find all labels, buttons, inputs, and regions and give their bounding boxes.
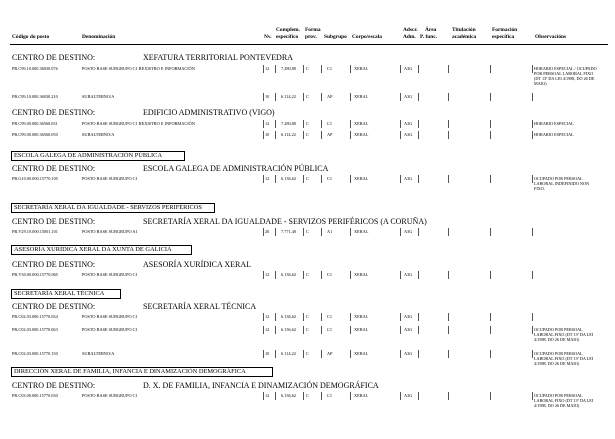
column-rule <box>321 93 322 101</box>
column-rule <box>350 392 351 400</box>
centre-name: SECRETARÍA XERAL TÉCNICA <box>143 302 257 311</box>
column-rule <box>418 120 419 128</box>
row-adm: A3G <box>404 314 413 319</box>
row-subgrupo: C1 <box>327 121 333 126</box>
row-code: PR.C02.03.000.15770.150 <box>12 351 58 356</box>
column-rule <box>400 228 401 236</box>
row-corpo: XERAL <box>354 94 369 99</box>
section-box-title: ASESORÍA XURÍDICA XERAL DA XUNTA DE GALICIA <box>11 245 192 255</box>
column-rule <box>263 313 264 321</box>
row-observacions: HORARIO ESPECIAL <box>534 132 574 137</box>
row-complemento: 6.114,22 <box>281 132 296 137</box>
row-nivel: 12 <box>265 66 270 71</box>
header-nivel: Nv. <box>264 34 272 40</box>
row-code: PR.G10.00.000.15770.105 <box>12 176 58 181</box>
column-rule <box>490 313 491 321</box>
centre-name: D. X. DE FAMILIA, INFANCIA E DINAMIZACIÓN DEMOGRÁFICA <box>143 381 379 390</box>
row-code: PR.V30.00.000.15770.065 <box>12 272 58 277</box>
row-code: PR.C99.00.000.36560.031 <box>12 121 58 126</box>
row-corpo: XERAL <box>354 314 369 319</box>
row-code: PR.C99.00.000.36560.050 <box>12 132 58 137</box>
row-name: POSTO BASE SUBGRUPO A1 <box>82 229 138 234</box>
centre-label: CENTRO DE DESTINO: <box>12 108 96 117</box>
row-corpo: XERAL <box>354 132 369 137</box>
row-adm: A3G <box>404 176 413 181</box>
header-denominacion: Denominación <box>82 34 116 40</box>
header-complemento-2: específico <box>276 34 299 40</box>
column-rule <box>532 65 533 73</box>
row-adm: A3G <box>404 272 413 277</box>
header-titulacion-2: académica <box>452 34 477 40</box>
row-name: SUBALTERNO/A <box>82 351 115 356</box>
column-rule <box>490 120 491 128</box>
row-adm: A3G <box>404 132 413 137</box>
row-name: POSTO BASE SUBGRUPO C1 REXISTRO E INFORMACIÓN <box>82 121 195 126</box>
row-complemento: 7.771,40 <box>281 229 297 234</box>
row-adm: A3G <box>404 393 413 398</box>
column-rule <box>418 228 419 236</box>
column-rule <box>275 326 276 334</box>
row-forma: C <box>306 351 309 356</box>
centre-name: XEFATURA TERRITORIAL PONTEVEDRA <box>143 53 293 62</box>
column-rule <box>263 65 264 73</box>
column-rule <box>418 313 419 321</box>
row-adm: A3G <box>404 229 413 234</box>
column-rule <box>532 326 533 334</box>
row-corpo: XERAL <box>354 229 369 234</box>
column-rule <box>275 350 276 358</box>
row-name: POSTO BASE SUBGRUPO C1 REXISTRO E INFORMACIÓN <box>82 66 195 71</box>
column-rule <box>418 350 419 358</box>
centre-label: CENTRO DE DESTINO: <box>12 53 96 62</box>
column-rule <box>350 131 351 139</box>
column-rule <box>350 175 351 183</box>
column-rule <box>448 120 449 128</box>
column-rule <box>263 392 264 400</box>
row-observacions: OCUPADO POR PERSOAL LABORAL INDEFINIDO NON FIXO. <box>534 176 589 191</box>
row-forma: C <box>306 121 309 126</box>
row-adm: A3G <box>404 327 413 332</box>
row-forma: C <box>306 229 309 234</box>
column-rule <box>532 350 533 358</box>
column-rule <box>448 93 449 101</box>
row-adm: A3G <box>404 121 413 126</box>
column-rule <box>303 65 304 73</box>
row-subgrupo: AP <box>327 351 333 356</box>
row-observacions: OCUPADO POR PERSOAL LABORAL FIXO (DT 13ª DA LEI 4/1988, DO 26 DE MAIO) <box>534 393 594 408</box>
column-rule <box>350 65 351 73</box>
row-corpo: XERAL <box>354 272 369 277</box>
row-subgrupo: AP <box>327 94 333 99</box>
row-corpo: XERAL <box>354 327 369 332</box>
column-rule <box>321 313 322 321</box>
row-adm: A3G <box>404 66 413 71</box>
column-rule <box>303 131 304 139</box>
column-rule <box>321 120 322 128</box>
centre-label: CENTRO DE DESTINO: <box>12 260 96 269</box>
column-rule <box>400 120 401 128</box>
column-rule <box>263 120 264 128</box>
column-rule <box>532 228 533 236</box>
row-subgrupo: C1 <box>327 327 333 332</box>
row-subgrupo: AP <box>327 132 333 137</box>
column-rule <box>448 228 449 236</box>
column-rule <box>490 131 491 139</box>
table-row <box>0 327 615 342</box>
row-forma: C <box>306 272 309 277</box>
row-code: PR.C02.03.000.15770.063 <box>12 327 58 332</box>
column-rule <box>400 313 401 321</box>
column-rule <box>275 131 276 139</box>
header-formacion-2: específica <box>492 34 515 40</box>
column-rule <box>350 228 351 236</box>
column-rule <box>532 313 533 321</box>
column-rule <box>303 120 304 128</box>
row-complemento: 6.136,62 <box>281 272 297 277</box>
row-complemento: 6.136,62 <box>281 176 297 181</box>
row-code: PR.C03.00.000.15770.030 <box>12 393 58 398</box>
column-rule <box>321 326 322 334</box>
column-rule <box>418 271 419 279</box>
row-subgrupo: A1 <box>327 229 333 234</box>
column-rule <box>321 65 322 73</box>
row-adm: A3G <box>404 94 413 99</box>
column-rule <box>303 228 304 236</box>
row-complemento: 6.136,62 <box>281 327 297 332</box>
row-code: PR.C99.10.000.36030.076 <box>12 66 58 71</box>
row-complemento: 6.114,22 <box>281 94 296 99</box>
row-name: POSTO BASE SUBGRUPO C1 <box>82 327 138 332</box>
column-rule <box>303 93 304 101</box>
row-adm: A3G <box>404 351 413 356</box>
column-rule <box>275 392 276 400</box>
header-area-2: P. func. <box>420 34 438 40</box>
header-complemento: Complem. <box>276 27 300 33</box>
row-code: PR.C02.03.000.15770.034 <box>12 314 58 319</box>
column-rule <box>303 392 304 400</box>
row-name: SUBALTERNO/A <box>82 132 115 137</box>
column-rule <box>400 175 401 183</box>
row-nivel: 10 <box>265 351 270 356</box>
column-rule <box>490 350 491 358</box>
header-subgrupo: Subgrupo <box>324 34 347 40</box>
column-rule <box>418 131 419 139</box>
column-rule <box>490 326 491 334</box>
column-rule <box>418 392 419 400</box>
column-rule <box>263 228 264 236</box>
column-rule <box>350 120 351 128</box>
row-forma: C <box>306 132 309 137</box>
row-corpo: XERAL <box>354 66 369 71</box>
table-row <box>0 314 615 322</box>
column-rule <box>418 93 419 101</box>
row-name: POSTO BASE SUBGRUPO C1 <box>82 272 138 277</box>
column-rule <box>400 350 401 358</box>
centre-label: CENTRO DE DESTINO: <box>12 217 96 226</box>
row-forma: C <box>306 314 309 319</box>
column-rule <box>321 175 322 183</box>
column-rule <box>418 65 419 73</box>
column-rule <box>400 271 401 279</box>
column-rule <box>490 65 491 73</box>
column-rule <box>400 93 401 101</box>
column-rule <box>448 392 449 400</box>
row-nivel: 12 <box>265 327 270 332</box>
row-nivel: 12 <box>265 176 270 181</box>
column-rule <box>263 326 264 334</box>
column-rule <box>263 271 264 279</box>
column-rule <box>490 93 491 101</box>
row-nivel: 10 <box>265 94 270 99</box>
row-corpo: XERAL <box>354 176 369 181</box>
column-rule <box>303 175 304 183</box>
centre-name: SECRETARÍA XERAL DA IGUALDADE - SERVIZOS PERIFÉRICOS (A CORUÑA) <box>143 217 427 226</box>
header-formacion: Formación <box>492 27 518 33</box>
header-corpo: Corpo/escala <box>352 34 382 40</box>
section-box-title: DIRECCIÓN XERAL DE FAMILIA, INFANCIA E DINAMIZACIÓN DEMOGRÁFICA <box>11 367 273 377</box>
column-rule <box>448 271 449 279</box>
section-box-title: SECRETARÍA XERAL TÉCNICA <box>11 289 121 299</box>
column-rule <box>418 326 419 334</box>
table-row <box>0 176 615 191</box>
row-subgrupo: C1 <box>327 176 333 181</box>
column-rule <box>321 131 322 139</box>
column-rule <box>532 392 533 400</box>
row-forma: C <box>306 176 309 181</box>
column-rule <box>400 392 401 400</box>
row-complemento: 7.280,80 <box>281 121 297 126</box>
column-rule <box>321 228 322 236</box>
centre-name: ASESORÍA XURÍDICA XERAL <box>143 260 252 269</box>
section-box-title: SECRETARÍA XERAL DA IGUALDADE - SERVIZOS PERIFÉRICOS <box>11 203 215 213</box>
table-row <box>0 66 615 86</box>
column-rule <box>275 271 276 279</box>
column-rule <box>321 350 322 358</box>
header-area: Área <box>425 27 437 33</box>
column-rule <box>532 175 533 183</box>
column-rule <box>532 131 533 139</box>
column-rule <box>263 93 264 101</box>
header-observacions: Observacións <box>535 34 567 40</box>
column-rule <box>448 313 449 321</box>
table-row <box>0 393 615 408</box>
row-nivel: 20 <box>265 229 270 234</box>
column-rule <box>400 65 401 73</box>
column-rule <box>275 228 276 236</box>
table-row <box>0 272 615 280</box>
column-rule <box>448 65 449 73</box>
column-rule <box>263 131 264 139</box>
row-code: PR.C99.10.000.36030.210 <box>12 94 58 99</box>
row-name: POSTO BASE SUBGRUPO C1 <box>82 176 138 181</box>
row-corpo: XERAL <box>354 351 369 356</box>
column-rule <box>303 313 304 321</box>
section-box-title: ESCOLA GALEGA DE ADMINISTRACIÓN PÚBLICA <box>11 151 185 161</box>
column-rule <box>490 175 491 183</box>
row-observacions: HORARIO ESPECIAL <box>534 121 574 126</box>
header-titulacion: Titulación <box>452 27 476 33</box>
column-rule <box>532 93 533 101</box>
row-nivel: 12 <box>265 314 270 319</box>
header-forma-2: prov. <box>305 34 317 40</box>
row-nivel: 10 <box>265 132 270 137</box>
column-rule <box>263 175 264 183</box>
column-rule <box>321 392 322 400</box>
row-subgrupo: C1 <box>327 66 333 71</box>
column-rule <box>448 326 449 334</box>
column-rule <box>263 350 264 358</box>
centre-label: CENTRO DE DESTINO: <box>12 302 96 311</box>
column-rule <box>303 326 304 334</box>
column-rule <box>448 175 449 183</box>
header-codigo: Código do posto <box>12 34 50 40</box>
row-subgrupo: C1 <box>327 314 333 319</box>
table-row <box>0 229 615 237</box>
row-corpo: XERAL <box>354 121 369 126</box>
column-rule <box>400 131 401 139</box>
table-row <box>0 351 615 366</box>
row-nivel: 12 <box>265 272 270 277</box>
row-name: SUBALTERNO/A <box>82 94 115 99</box>
row-code: PR.V29.10.000.15001.101 <box>12 229 58 234</box>
column-rule <box>275 313 276 321</box>
column-rule <box>275 65 276 73</box>
table-row <box>0 121 615 129</box>
column-rule <box>532 271 533 279</box>
centre-name: ESCOLA GALEGA DE ADMINISTRACIÓN PÚBLICA <box>143 164 329 173</box>
row-name: POSTO BASE SUBGRUPO C1 <box>82 393 138 398</box>
row-complemento: 6.136,62 <box>281 393 297 398</box>
column-rule <box>448 131 449 139</box>
centre-label: CENTRO DE DESTINO: <box>12 381 96 390</box>
header-adscr: Adscr. <box>403 27 418 33</box>
row-observacions: OCUPADO POR PERSOAL LABORAL FIXO (DT 13ª DA LEI 4/1988, DO 26 DE MAIO) <box>534 351 594 366</box>
row-forma: C <box>306 66 309 71</box>
column-rule <box>350 350 351 358</box>
row-name: POSTO BASE SUBGRUPO C1 <box>82 314 138 319</box>
row-observacions: OCUPADO POR PERSOAL LABORAL FIXO (DT 13ª DA LEI 4/1988, DO 26 DE MAIO) <box>534 327 594 342</box>
table-row <box>0 94 615 102</box>
column-rule <box>350 271 351 279</box>
row-forma: C <box>306 94 309 99</box>
column-rule <box>275 93 276 101</box>
row-complemento: 6.136,62 <box>281 314 297 319</box>
row-nivel: 12 <box>265 393 270 398</box>
row-forma: C <box>306 393 309 398</box>
table-row <box>0 132 615 140</box>
centre-label: CENTRO DE DESTINO: <box>12 164 96 173</box>
row-subgrupo: C1 <box>327 272 333 277</box>
header-forma: Forma <box>305 27 321 33</box>
column-rule <box>490 392 491 400</box>
column-rule <box>350 326 351 334</box>
column-rule <box>350 93 351 101</box>
column-rule <box>400 326 401 334</box>
row-subgrupo: C1 <box>327 393 333 398</box>
column-rule <box>490 271 491 279</box>
row-observacions: HORARIO ESPECIAL / OCUPADO POR PERSOAL LABORAL FIXO (DT 13ª DA LEI 4/1988, DO 26 DE MAIO) <box>534 66 597 86</box>
row-complemento: 7.280,80 <box>281 66 297 71</box>
header-divider <box>10 44 608 45</box>
column-rule <box>532 120 533 128</box>
column-rule <box>321 271 322 279</box>
column-rule <box>418 175 419 183</box>
column-rule <box>448 350 449 358</box>
column-rule <box>275 120 276 128</box>
row-complemento: 6.114,22 <box>281 351 296 356</box>
column-rule <box>275 175 276 183</box>
row-forma: C <box>306 327 309 332</box>
row-nivel: 12 <box>265 121 270 126</box>
column-rule <box>350 313 351 321</box>
column-rule <box>303 271 304 279</box>
centre-name: EDIFICIO ADMINISTRATIVO (VIGO) <box>143 108 275 117</box>
row-corpo: XERAL <box>354 393 369 398</box>
header-adscr-2: Adm. <box>403 34 416 40</box>
column-rule <box>303 350 304 358</box>
column-rule <box>490 228 491 236</box>
